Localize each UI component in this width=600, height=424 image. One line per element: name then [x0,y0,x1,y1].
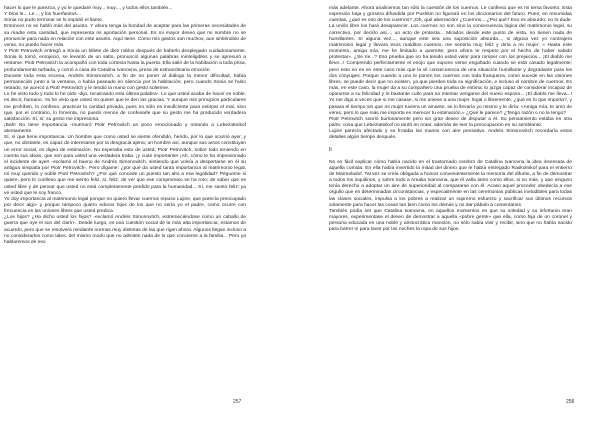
paragraph: Y Piotr Petrovitch entregó a Sonia un billete de diez rublos después de haberlo desplegado cuidadosamente. Sonia lo tomó, enrojeció, se levantó de un salto, pronunció algunas palabras ininteligibles y se apresuró a retirarse. Piotr Petrovitch la acompañó con toda cortesía hasta la puerta. Ella salió de la habitación a toda prisa, profundamente turbada, y corrió a casa de Catalina Ivanovna, presa de extraordinaria emoción. [4,49,246,73]
paragraph: Durante toda esta escena, Andrés Simonovitch, a fin de no poner al diálogo la menor dificultad, había permanecido junto a la ventana, o había paseado en silencio por la habitación; pero cuando Sonia se hubo retirado, se acercó a Piotr Petrovitch y le tendió la mano con gesto solemne. [4,73,246,92]
paragraph: Lujine parecía afectado y se frotaba las manos con aire pensativo. Andrés Simonovitch recordaría estos detalles algún tiempo después. [329,129,572,141]
paragraph: ¡Bah! No tiene importancia -murmuró Piotr Petrovitch un poco emocionado y mirando a Lebeziatnikof atentamente. [4,122,246,135]
paragraph: Yo doy importancia al matrimonio legal porque no quiero llevar cuernos repuso Lujine, que parecía preocupado por decir algo- y porque tampoco quiero educar hijos de los que no sería yo el padre, como ocurre con frecuencia en las uniones libres que usted predica. [4,196,246,215]
left-page-text [4,6,246,246]
paragraph: Entonces no se habló más del asunto. Y ahora tenga la bondad de aceptar para las primeras necesidades de su madre esta cantidad, que representa mi aportación personal. Es mi mayor deseo que mi nombre no se pronuncie para nada en relación con este asunto. Aquí tiene. Como mis gastos son muchos, aun sintiéndolo de veras, no puedo hacer más. [4,24,246,48]
paragraph: Sonia no pudo terminar se lo impidió el llanto. [4,18,103,24]
paragraph: hacer lo que le parezca, y yo le quedaré muy... muy..., y todos ellos también... [4,6,173,11]
paragraph: También podía ser que Catalina Ivanovna, en aquellos momentos en que su soledad y su infortunio eran mayores, experimentase el deseo de demostrar a aquella «pobre gente» que ella, como hija de un coronel y persona educada en una noble y aristocrática mansión, no sólo sabía vivir y recibir, sino que no había nacido para barrer ni para lavar por las noches la ropa de sus hijos. [329,208,572,233]
paragraph: No es fácil explicar cómo había nacido en el trastornado cerebro de Catalina Ivanovna la idea insensata de aquella comida. En ella había invertido la mitad del dinero que le había entregado Raskolnikof para el entierro de Marmeladof. Tal vez se creía obligada a honrar convenientemente la memoria del difunto, a fin de demostrar a todos los inquilinos, y sobre todo a Amalia Ivanovna, que él valía tanto como ellos, si no más, y que ninguno tenía derecho a adoptar un aire de superioridad al compararse con él. Acaso aquel proceder obedecía a ese orgullo que en determinadas circunstancias, y especialmente en las ceremonias públicas ineludibles para todas las clases sociales, impulsa a los pobres a realizar un supremo esfuerzo y sacrificar sus últimos recursos solamente para hacer las cosas tan bien como los demás y no dar pábulo a comentarios. [329,159,572,208]
paragraph: Sí, sí que tiene importancia. Un hombre que como usted se siente ofendido, herido, por lo que ocurrió ayer, y que, no obstante, es capaz de interesarse por la desgracia ajena; un hombre así, aunque sus actos constituyan un error social, es digno de estimación. No esperaba esto de usted, Piotr Petrovitch, sobre todo teniendo en cuenta sus ideas, que son para usted una verdadera traba. ¡y cuán importante! ¡Ah, cómo le ha impresionado el incidente de ayer! -exclamó el bueno de Andrés Simonovitch, sintiendo que volvía a despertarse en él su antigua simpatía por Piotr Petrovitch-. Pero dígame: ¿por qué da usted tanta importancia al matrimonio legal, mi muy querido y noble Piotr Petrovitch? ¿Por qué concede un puesto tan alto a esa legalidad? Pégueme si quiere, pero le confieso que me siento feliz, sí, feliz, de ver que ese compromiso se ha roto; de saber que es usted libre y de pensar que usted no está completamente perdido para la humanidad... Sí, me siento feliz: ya ve usted que le soy franco. [4,135,246,196]
page-number: 258 [566,399,575,405]
section-heading: II [329,147,332,154]
right-page-text [329,6,572,233]
paragraph: Piotr Petrovitch sonrió burlonamente pero sin gran deseo de disputar a él. Su pensamiento estaba en otra parte, cosa que Lebeziatnikof no tardó en notar, además de leer la preocupación en su semblante. [329,116,572,128]
paragraph: ¿Los hijos? ¿Ha dicho usted los hijos? -exclamó Andrés Simonovitch, estremeciéndose como un caballo de guerra que oye el son del clarín-. Desde luego, es una cuestión social de la más alta importancia; estamos de acuerdo, pero que se resolverá mediante normas muy distintas de las que rigen ahora. Algunos llegan incluso a no considerarlos como tales, del mismo modo que no admiten nada de lo que concierne a la familia... Pero ya hablaremos de eso [4,215,246,245]
right-page [300,0,600,424]
paragraph: Y Dios le... Le..., y los huerfanitos... [4,12,81,18]
paragraph: Lo he visto todo y todo lo he oído -dijo, recalcando esta última palabra-. Lo que usted acaba de hacer es noble, es decir, humano. Ya he visto que usted no quiere que le den las gracias. Y aunque mis principios particulares me prohíben, lo confieso, practicar la caridad privada, pues no sólo es insuficiente para extirpar el mal, sino que, por el contrario, lo fomenta, no puedo menos de confesarle que su gesto me ha producido verdadera satisfacción. Sí, sí; su gesto me impresiona. [4,92,246,122]
page-number: 257 [233,399,242,405]
paragraph: más adelante. Ahora analicemos tan sólo la cuestión de los cuernos. Le confieso que es mi tema favorito. Esta expresión baja y grosera difundida por Pushkin no figurará en los diccionarios del futuro. Pues, en resumidas cuentas, ¿qué es eso de los cuernos? ¡Oh, qué aberración! ¿Cuernos... ¿Por qué? Eso es absurdo; no lo dude. La unión libre los hará desaparecer. Los cuernos no son sino la consecuencia lógica del matrimonio legal, su correctivo, por decirlo así..., un acto de protesta... Mirados desde este punto de vista, no tienen nada de humillantes. Si alguna vez..., aunque este sea una suposición absurda..., si alguna vez yo contrajera matrimonio legal y llevara esos malditos cuernos, me sentiría muy feliz y diría a mi mujer: « Hasta este momento, amiga mía, me he limitado a quererte; pero ahora te respeto por el hecho de haber sabido protestar». ¿Se ríe...? Eso prueba que no ha tenido usted valor para romper con los prejuicios... ¡El diablo me lleve...! Comprendo perfectamente el enojo que supone verse engañado cuando se está casado legalmente; pero esto no es en este caso más que la vil consecuencia de una situación humillante y degradante para los dos cónyuges. Porque cuando a uno le ponen los cuernos con toda franqueza, como sucede en las uniones libres, se puede decir que no existen, ya que pierden toda su significación, e incluso el nombre de cuernos. Es más, en este caso, la mujer da a su compañero una prueba de estima: lo juzga capaz de considerar incapaz de oponerse a su felicidad y lo bastante culto para no intentar vengarse del nuevo esposo... ¡El diablo me lleva...! Yo me digo a veces que si me casase, si me uniese a una mujer, legal o libremente, ¿qué es lo que importa?, y pasara el tiempo sin que mi mujer tuviera un amante, se lo llevaría yo mismo y le diría: «Amiga mía, te amo de veras, pero lo que más me importa es merecer tu estimación.» ¿Qué le parece? ¿Tengo razón o no la tengo? [329,6,572,116]
